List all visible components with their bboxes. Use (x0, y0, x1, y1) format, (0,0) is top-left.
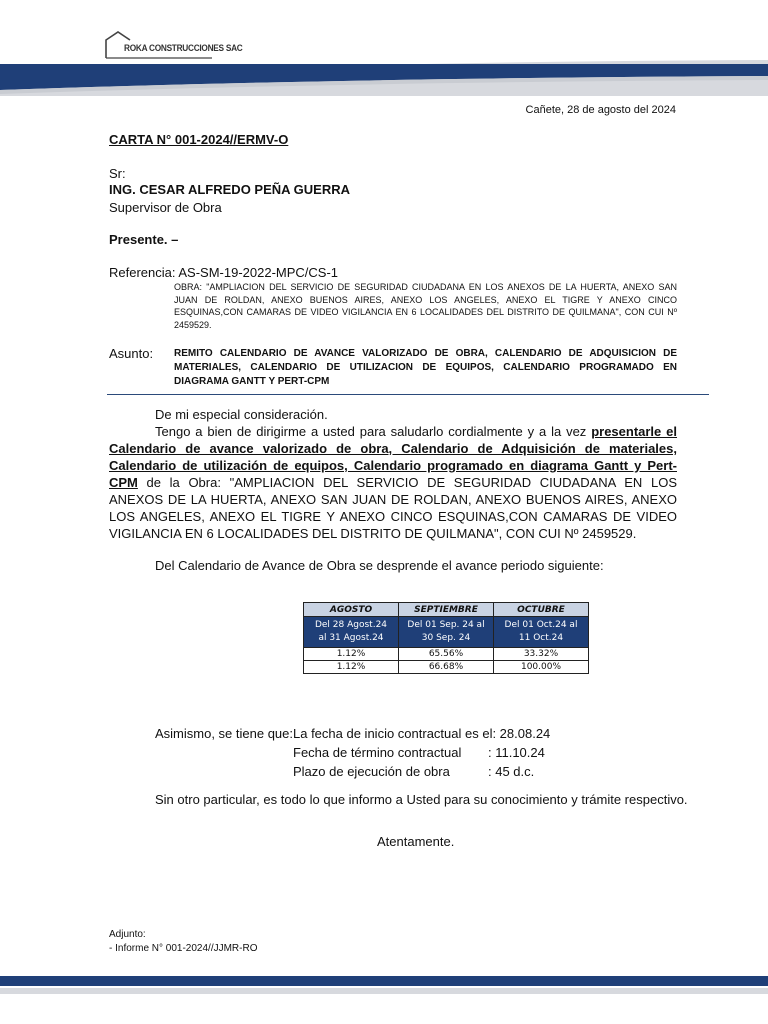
asimismo-row (155, 762, 535, 781)
table-cell: 66.68% (399, 661, 494, 674)
recipient-name: ING. CESAR ALFREDO PEÑA GUERRA (109, 182, 350, 197)
body-paragraph (109, 423, 677, 542)
avance-table (303, 602, 589, 674)
asimismo-item: La fecha de inicio contractual es el: 28.08.24 (293, 726, 551, 741)
header-band (0, 56, 768, 96)
adjunto (109, 928, 258, 956)
adjunto-label: Adjunto: (109, 929, 146, 940)
body-text-end: de la Obra: "AMPLIACION DEL SERVICIO DE SEGURIDAD CIUDADANA EN LOS ANEXOS DE LA HUERTA, ANEXO SAN JUAN DE ROLDAN, ANEXO BUENOS AIRES, ANEXO LOS ANGELES, ANEXO EL TIGRE Y ANEXO CINCO ESQUINAS,CON CAMARAS DE VIDEO VIGILANCIA EN 6 LOCALIDADES DEL DISTRITO DE QUILMANA", CON CUI Nº 2459529. (109, 475, 677, 541)
asunto-text: REMITO CALENDARIO DE AVANCE VALORIZADO DE OBRA, CALENDARIO DE ADQUISICION DE MATERIALES, CALENDARIO DE UTILIZACION DE EQUIPOS, CALENDARIO PROGRAMADO EN DIAGRAMA GANTT Y PERT-CPM (174, 348, 677, 387)
table-cell: 1.12% (304, 661, 399, 674)
table-cell: 33.32% (494, 648, 589, 661)
period-line: 30 Sep. 24 (421, 633, 471, 643)
signoff: Atentamente. (377, 834, 455, 849)
body-text-highlight: presentarle el Calendario de avance valorizado de obra, Calendario de Adquisición de materiales, Calendario de utilización de equipos, Calendario programado en diagrama Gantt y Pert-CPM (109, 424, 678, 490)
table-row (304, 648, 589, 661)
asimismo-block (155, 724, 551, 781)
table-row (304, 661, 589, 674)
table-header: AGOSTO (304, 603, 399, 617)
greeting: De mi especial consideración. (155, 407, 328, 422)
recipient-role: Supervisor de Obra (109, 200, 222, 215)
company-name: ROKA CONSTRUCCIONES SAC (124, 43, 243, 53)
salutation: Sr: (109, 166, 126, 181)
asimismo-row (155, 743, 545, 762)
letter-date: Cañete, 28 de agosto del 2024 (525, 104, 676, 116)
table-cell (304, 617, 399, 648)
body-text-start: Tengo a bien de dirigirme a usted para saludarlo cordialmente y a la vez (155, 424, 592, 439)
table-cell (399, 617, 494, 648)
divider (107, 394, 709, 395)
asimismo-row (155, 724, 551, 743)
table-header: OCTUBRE (494, 603, 589, 617)
table-cell: 65.56% (399, 648, 494, 661)
avance-intro: Del Calendario de Avance de Obra se desprende el avance periodo siguiente: (155, 558, 604, 573)
table-cell: 100.00% (494, 661, 589, 674)
referencia-label: Referencia: AS-SM-19-2022-MPC/CS-1 (109, 265, 339, 280)
asimismo-item: Fecha de término contractual (293, 745, 462, 760)
period-line: 11 Oct.24 (518, 633, 564, 643)
adjunto-item: - Informe N° 001-2024//JJMR-RO (109, 943, 258, 954)
asunto-label: Asunto: (109, 346, 154, 361)
asimismo-value: : 11.10.24 (488, 745, 545, 760)
closing: Sin otro particular, es todo lo que informo a Usted para su conocimiento y trámite respectivo. (155, 792, 688, 807)
referencia-obra: OBRA: "AMPLIACION DEL SERVICIO DE SEGURIDAD CIUDADANA EN LOS ANEXOS DE LA HUERTA, ANEXO SAN JUAN DE ROLDAN, ANEXO BUENOS AIRES, ANEXO LOS ANGELES, ANEXO EL TIGRE Y ANEXO CINCO ESQUINAS,CON CAMARAS DE VIDEO VIGILANCIA EN 6 LOCALIDADES DEL DISTRITO DE QUILMANA", CON CUI Nº 2459529. (174, 282, 677, 330)
presente: Presente. – (109, 232, 179, 247)
period-line: al 31 Agost.24 (318, 633, 384, 643)
period-line: Del 28 Agost.24 (314, 620, 388, 630)
asimismo-value: : 45 d.c. (488, 764, 535, 779)
table-header: SEPTIEMBRE (399, 603, 494, 617)
footer-band (0, 970, 768, 1000)
asimismo-item: Plazo de ejecución de obra (293, 764, 450, 779)
table-cell: 1.12% (304, 648, 399, 661)
asimismo-lead: Asimismo, se tiene que: (155, 726, 294, 741)
table-row (304, 617, 589, 648)
period-line: Del 01 Oct.24 al (504, 620, 578, 630)
table-cell (494, 617, 589, 648)
letter-number: CARTA N° 001-2024//ERMV-O (109, 132, 289, 147)
period-line: Del 01 Sep. 24 al (407, 620, 485, 630)
table-header-row (304, 603, 589, 617)
